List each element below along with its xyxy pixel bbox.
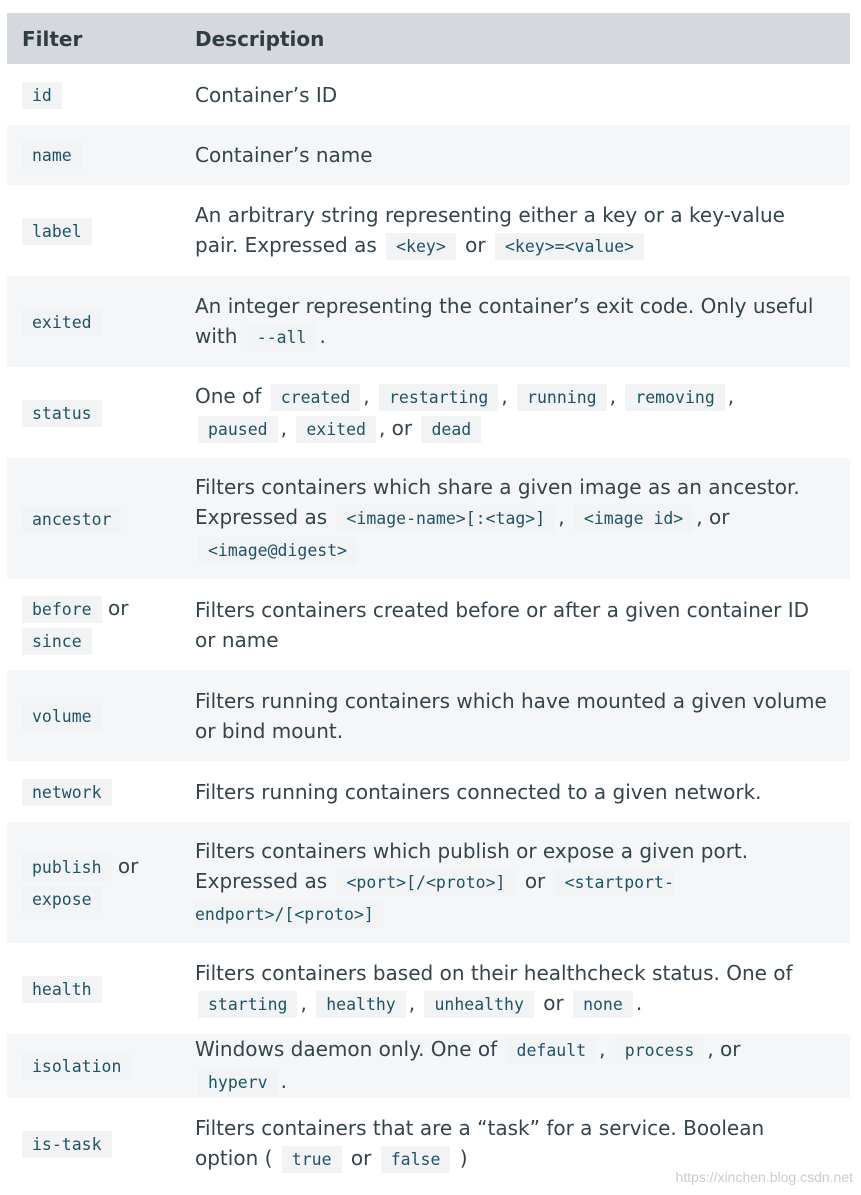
description-cell <box>183 367 850 458</box>
filter-code: status <box>22 400 102 427</box>
inline-code: starting <box>198 991 297 1018</box>
filter-cell <box>7 822 183 943</box>
inline-code: false <box>381 1146 451 1173</box>
filter-code: expose <box>22 886 102 913</box>
inline-code: <image id> <box>574 505 693 532</box>
inline-code: --all <box>247 324 317 351</box>
description-text: Filters containers based on their healthcheck status. One of <box>195 960 793 985</box>
filter-or-text: or <box>107 595 129 620</box>
description-cell <box>183 1034 850 1098</box>
filter-code: exited <box>22 309 102 336</box>
comma: , <box>408 990 416 1015</box>
description-cell <box>183 822 850 943</box>
description-cell <box>183 943 850 1034</box>
description-cell <box>183 276 850 367</box>
description-text: Filters running containers which have mounted a given volume or bind mount. <box>183 670 850 761</box>
inline-code: created <box>271 384 361 411</box>
watermark: https://xinchen.blog.csdn.net <box>675 1169 853 1185</box>
table-row <box>7 367 850 458</box>
filter-code: isolation <box>22 1053 131 1080</box>
description-cell <box>183 185 850 276</box>
filter-code: volume <box>22 703 102 730</box>
filter-code: before <box>22 596 102 623</box>
inline-code: none <box>573 991 633 1018</box>
comma: , <box>363 383 370 408</box>
comma: , <box>558 504 565 529</box>
description-text: or <box>543 990 564 1015</box>
comma: , <box>501 383 508 408</box>
filter-code: since <box>22 628 92 655</box>
table-row <box>7 761 850 822</box>
comma: , <box>727 383 735 408</box>
inline-code: <key>=<value> <box>495 233 644 260</box>
filter-code: is-task <box>22 1131 112 1158</box>
column-header-description: Description <box>183 13 850 64</box>
inline-code: dead <box>421 416 481 443</box>
description-text: or <box>465 232 486 257</box>
comma: , <box>609 383 616 408</box>
filter-cell <box>7 579 183 670</box>
description-cell <box>183 458 850 579</box>
filter-code: health <box>22 976 102 1003</box>
table-row <box>7 822 850 943</box>
filter-code: label <box>22 218 92 245</box>
description-text: ) <box>459 1145 468 1170</box>
comma: , <box>300 990 307 1015</box>
description-text: An integer representing the container’s exit code. Only useful with <box>195 293 814 348</box>
inline-code: paused <box>198 416 278 443</box>
description-text: Filters containers that are a “task” for a service. Boolean option ( <box>195 1115 765 1170</box>
filter-code: network <box>22 779 112 806</box>
inline-code: process <box>615 1037 705 1064</box>
table-row <box>7 185 850 276</box>
description-text: . <box>280 1069 287 1093</box>
description-text: Filters running containers connected to a given network. <box>183 761 850 822</box>
inline-code: healthy <box>316 991 406 1018</box>
table-row <box>7 1034 850 1098</box>
filter-code: id <box>22 82 62 109</box>
comma: , <box>599 1037 606 1061</box>
description-text: Container’s ID <box>183 64 850 125</box>
comma: , <box>280 415 287 440</box>
description-text: Windows daemon only. One of <box>195 1037 498 1061</box>
table-row <box>7 125 850 185</box>
inline-code: running <box>517 384 607 411</box>
inline-code: <image@digest> <box>198 537 357 564</box>
table-row <box>7 579 850 670</box>
description-text: Filters containers which publish or expose a given port. Expressed as <box>195 838 749 893</box>
description-text: . <box>319 323 326 348</box>
description-text: , or <box>378 415 413 440</box>
inline-code: restarting <box>379 384 498 411</box>
inline-code: exited <box>296 416 376 443</box>
inline-code: <startport-endport>/[<proto>] <box>195 869 674 928</box>
description-text: or <box>524 868 546 893</box>
filter-table <box>7 13 850 1189</box>
table-row <box>7 64 850 125</box>
filter-code: name <box>22 142 82 169</box>
description-text: Filters containers created before or after a given container ID or name <box>183 579 850 670</box>
inline-code: <key> <box>386 233 456 260</box>
table-row <box>7 458 850 579</box>
inline-code: hyperv <box>198 1069 278 1096</box>
column-header-filter: Filter <box>7 13 183 64</box>
table-header-row <box>7 13 850 64</box>
description-text: or <box>350 1145 372 1170</box>
description-text: , or <box>707 1037 741 1061</box>
filter-or-text: or <box>117 853 139 878</box>
table-row <box>7 670 850 761</box>
inline-code: true <box>282 1146 342 1173</box>
description-text: . <box>635 990 643 1015</box>
inline-code: unhealthy <box>424 991 533 1018</box>
description-text: Container’s name <box>183 125 850 185</box>
inline-code: removing <box>625 384 724 411</box>
table-row <box>7 276 850 367</box>
description-text: , or <box>696 504 730 529</box>
inline-code: <image-name>[:<tag>] <box>337 505 556 532</box>
filter-code: ancestor <box>22 506 121 533</box>
description-text: One of <box>195 383 262 408</box>
description-text: Filters containers which share a given image as an ancestor. Expressed as <box>195 474 800 529</box>
table-row <box>7 943 850 1034</box>
inline-code: <port>[/<proto>] <box>337 869 516 896</box>
filter-code: publish <box>22 854 112 881</box>
inline-code: default <box>507 1037 597 1064</box>
description-text: An arbitrary string representing either a key or a key-value pair. Expressed as <box>195 202 785 257</box>
